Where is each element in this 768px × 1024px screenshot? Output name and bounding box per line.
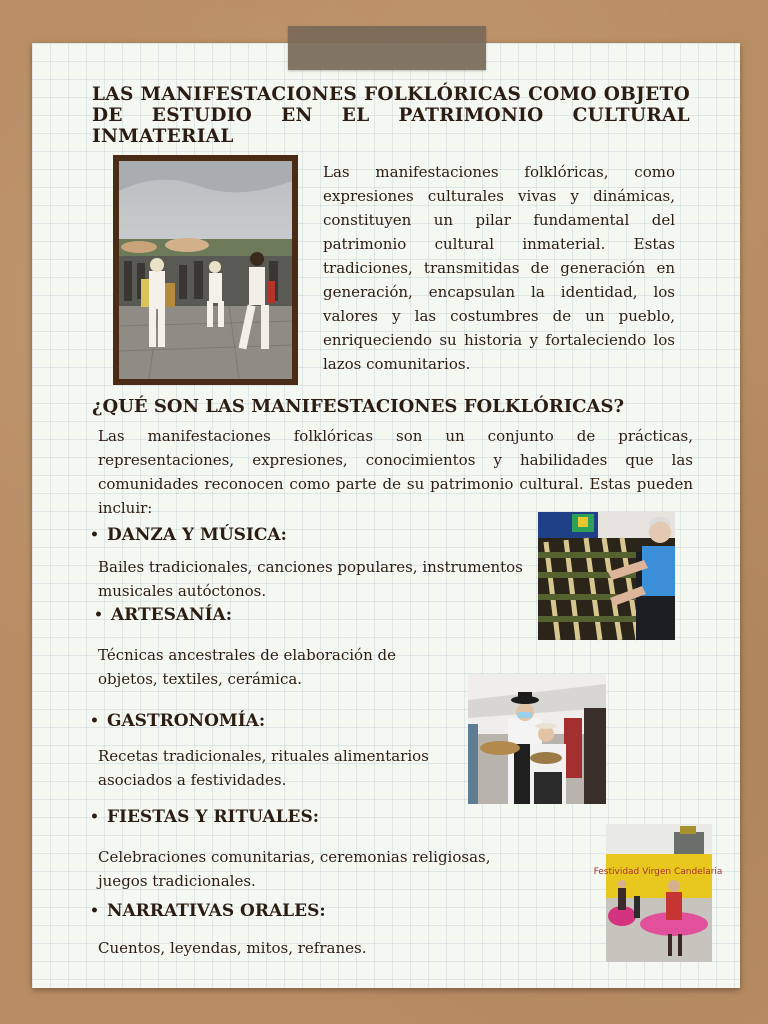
bullet-icon: • — [90, 527, 99, 543]
category-text-narrativas: Cuentos, leyendas, mitos, refranes. — [98, 939, 367, 957]
dancers-photo-image — [119, 161, 292, 379]
category-title: DANZA Y MÚSICA: — [106, 525, 287, 545]
category-heading-fiestas — [90, 807, 319, 827]
gastronomy-photo — [468, 674, 606, 804]
category-text-danza: Bailes tradicionales, canciones populares, instrumentos musicales autóctonos. — [98, 558, 523, 600]
category-heading-narrativas — [90, 901, 326, 921]
category-heading-artesania — [94, 605, 232, 625]
bullet-icon: • — [90, 903, 99, 919]
page-title: LAS MANIFESTACIONES FOLKLÓRICAS COMO OBJETO DE ESTUDIO EN EL PATRIMONIO CULTURAL INMATERIAL — [92, 84, 690, 147]
category-heading-danza — [90, 525, 287, 545]
gastronomy-photo-image — [468, 674, 606, 804]
category-text-artesania: Técnicas ancestrales de elaboración de objetos, textiles, cerámica. — [98, 646, 396, 688]
category-title: GASTRONOMÍA: — [106, 711, 266, 731]
section-heading: ¿QUÉ SON LAS MANIFESTACIONES FOLKLÓRICAS? — [92, 396, 625, 417]
bullet-icon: • — [90, 713, 99, 729]
festival-photo — [593, 824, 723, 962]
weaving-photo — [538, 512, 675, 640]
festival-photo-image — [593, 824, 723, 962]
weaving-photo-image — [538, 512, 675, 640]
category-heading-gastronomia — [90, 711, 265, 731]
category-text-fiestas: Celebraciones comunitarias, ceremonias religiosas, juegos tradicionales. — [98, 848, 491, 890]
tape-strip — [288, 26, 486, 70]
section-paragraph: Las manifestaciones folklóricas son un conjunto de prácticas, representaciones, expresiones, conocimientos y habilidades que las comunidades reconocen como parte de su patrimonio cultural. Estas pueden incluir: — [98, 427, 693, 517]
category-title: ARTESANÍA: — [110, 605, 233, 625]
bullet-icon: • — [90, 809, 99, 825]
category-text-gastronomia: Recetas tradicionales, rituales alimentarios asociados a festividades. — [98, 747, 429, 789]
intro-paragraph: Las manifestaciones folklóricas, como expresiones culturales vivas y dinámicas, constituyen un pilar fundamental del patrimonio cultural inmaterial. Estas tradiciones, transmitidas de generación en generación, encapsulan la identidad, los valores y las costumbres de un pueblo, enriqueciendo su historia y fortaleciendo los lazos comunitarios. — [323, 163, 675, 373]
dancers-photo — [113, 155, 298, 385]
category-title: FIESTAS Y RITUALES: — [106, 807, 320, 827]
festival-banner-text: Festividad Virgen Candelaria — [593, 867, 723, 877]
bullet-icon: • — [94, 607, 103, 623]
category-title: NARRATIVAS ORALES: — [106, 901, 326, 921]
